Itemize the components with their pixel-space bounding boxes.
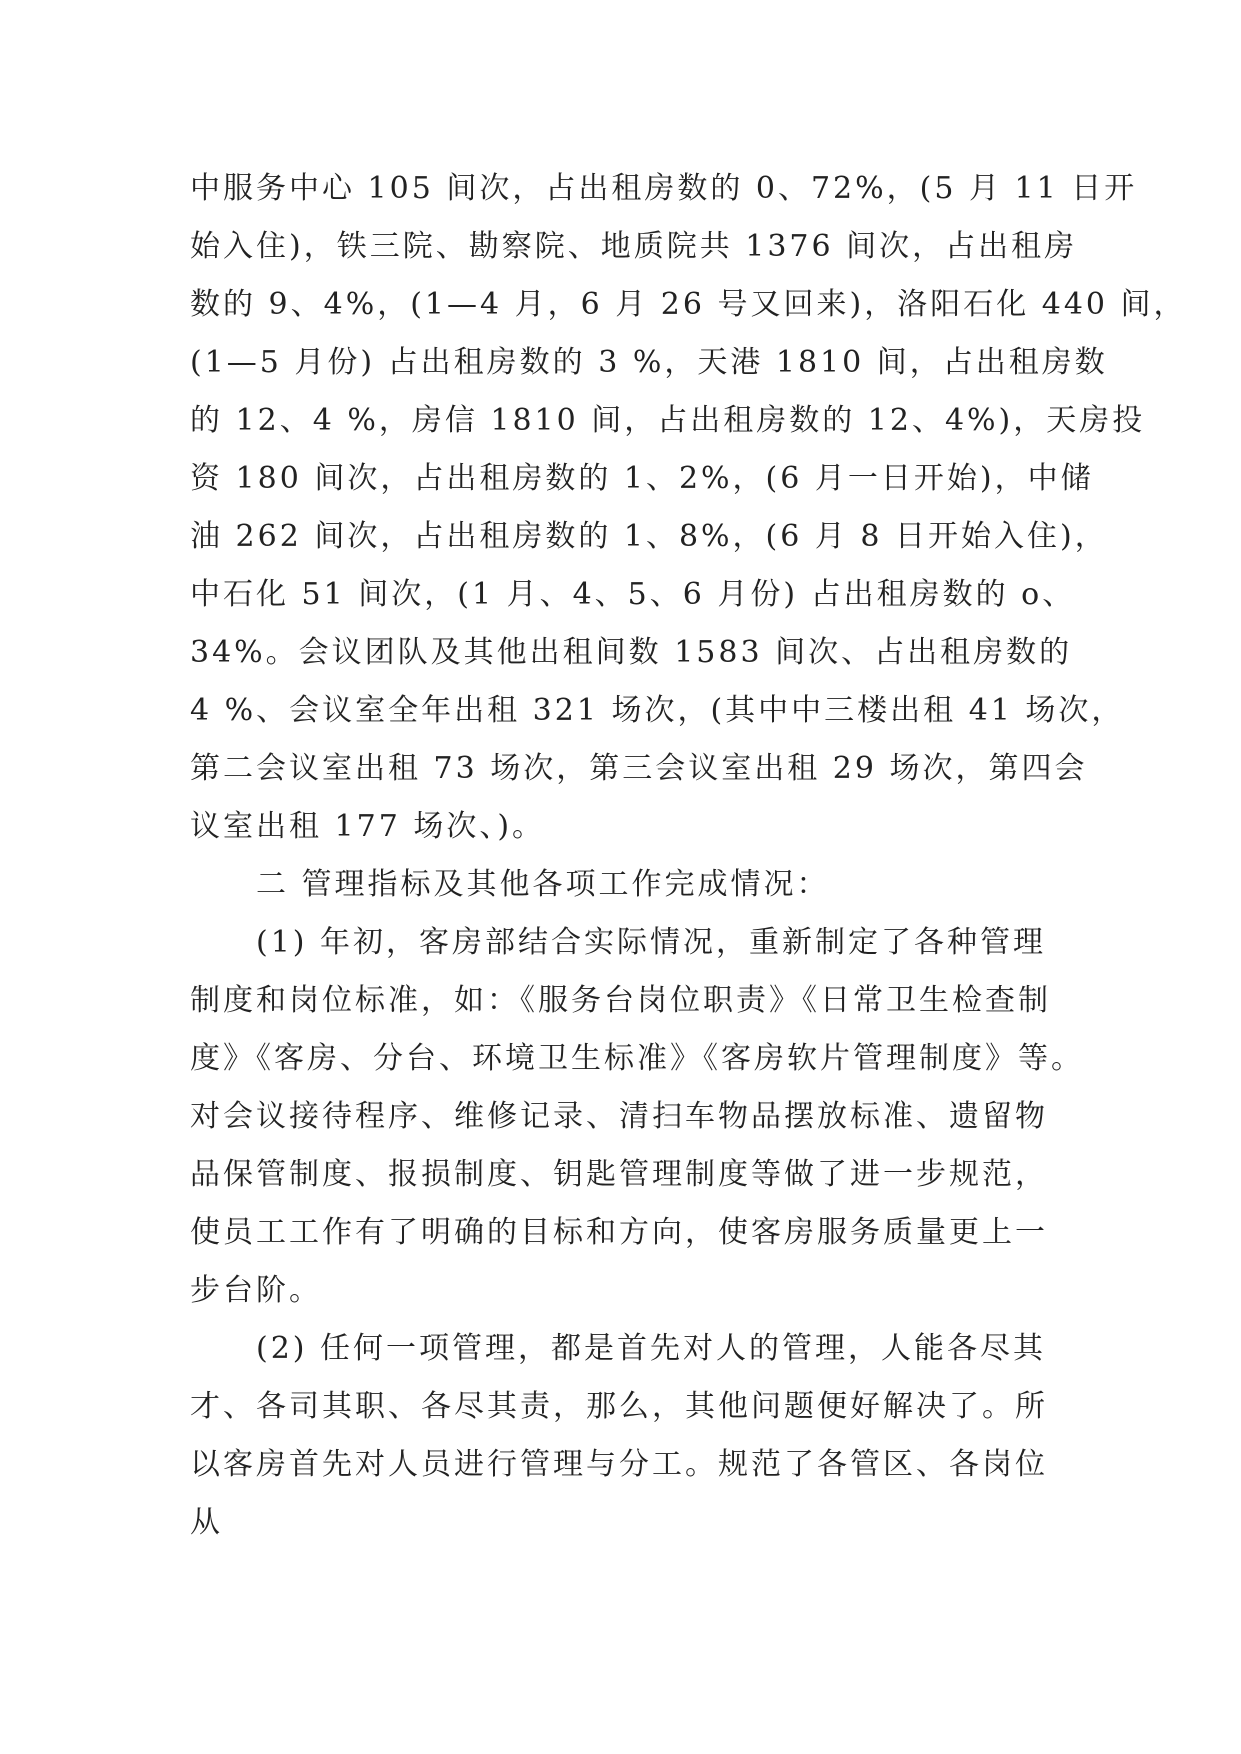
text-line: 油 262 间次，占出租房数的 1、8%，(6 月 8 日开始入住)， <box>190 519 1108 554</box>
text-line: 才、各司其职、各尽其责，那么，其他问题便好解决了。所 <box>190 1389 1048 1424</box>
text-line: 从 <box>190 1505 223 1540</box>
text-line: 资 180 间次，占出租房数的 1、2%，(6 月一日开始)，中储 <box>190 461 1094 496</box>
text-line: 始入住)，铁三院、勘察院、地质院共 1376 间次，占出租房 <box>190 229 1078 264</box>
text-line: 品保管制度、报损制度、钥匙管理制度等做了进一步规范， <box>190 1157 1048 1192</box>
paragraph-start: (2) 任何一项管理，都是首先对人的管理，人能各尽其 <box>256 1331 1047 1366</box>
text-line: 以客房首先对人员进行管理与分工。规范了各管区、各岗位 <box>190 1447 1048 1482</box>
text-line: 步台阶。 <box>190 1273 322 1308</box>
text-line: 对会议接待程序、维修记录、清扫车物品摆放标准、遗留物 <box>190 1099 1048 1134</box>
text-line: 数的 9、4%，(1—4 月，6 月 26 号又回来)，洛阳石化 440 间， <box>190 287 1187 322</box>
text-line: 使员工工作有了明确的目标和方向，使客房服务质量更上一 <box>190 1215 1048 1250</box>
body-text <box>190 160 1187 1552</box>
section-heading: 二 管理指标及其他各项工作完成情况： <box>256 867 830 902</box>
text-line: 议室出租 177 场次、)。 <box>190 809 546 844</box>
text-line: 制度和岗位标准，如：《服务台岗位职责》《日常卫生检查制 <box>190 983 1051 1018</box>
text-line: 34%。会议团队及其他出租间数 1583 间次、占出租房数的 <box>190 635 1073 670</box>
text-line: (1—5 月份) 占出租房数的 3 %，天港 1810 间，占出租房数 <box>190 345 1108 380</box>
text-line: 度》《客房、分台、环境卫生标准》《客房软片管理制度》等。 <box>190 1041 1084 1076</box>
text-line: 中服务中心 105 间次，占出租房数的 0、72%，(5 月 11 日开 <box>190 171 1138 206</box>
paragraph-start: (1) 年初，客房部结合实际情况，重新制定了各种管理 <box>256 925 1047 960</box>
text-line: 中石化 51 间次，(1 月、4、5、6 月份) 占出租房数的 o、 <box>190 577 1076 612</box>
text-line: 第二会议室出租 73 场次，第三会议室出租 29 场次，第四会 <box>190 751 1088 786</box>
text-line: 4 %、会议室全年出租 321 场次，(其中中三楼出租 41 场次， <box>190 693 1125 728</box>
text-line: 的 12、4 %，房信 1810 间，占出租房数的 12、4%)，天房投 <box>190 403 1146 438</box>
